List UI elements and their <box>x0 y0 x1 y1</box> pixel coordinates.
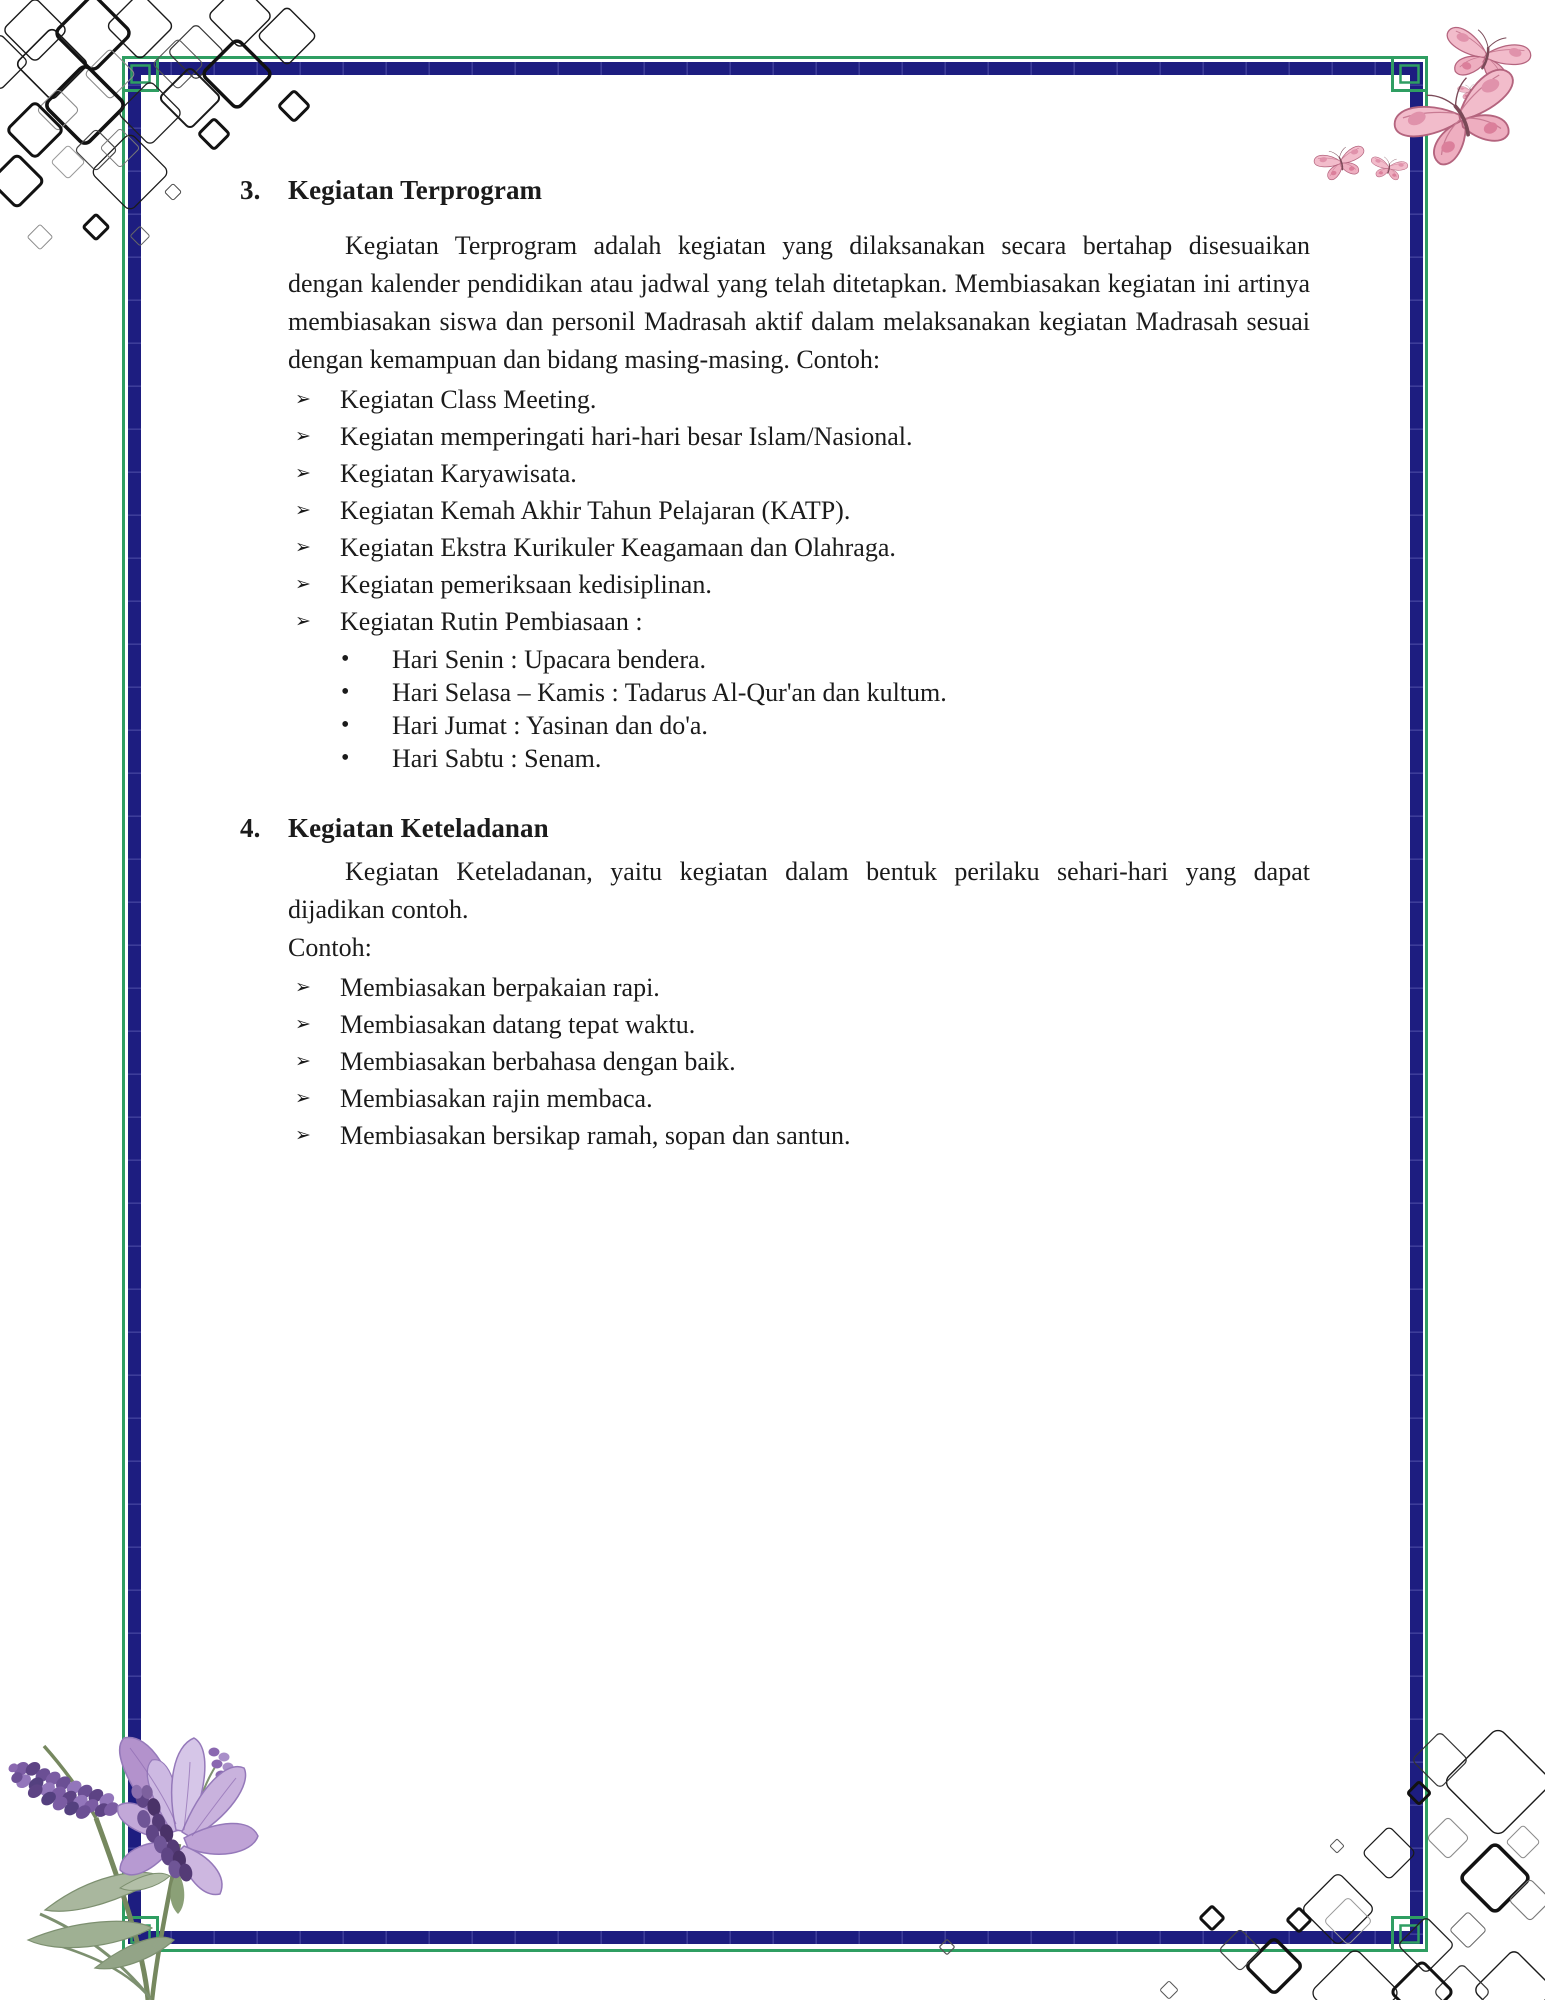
section-3-title: Kegiatan Terprogram <box>288 175 543 205</box>
list-item <box>295 603 1310 640</box>
list-item <box>295 566 1310 603</box>
list-item <box>295 969 1310 1006</box>
list-item <box>295 418 1310 455</box>
list-item-text: Membiasakan rajin membaca. <box>340 1084 653 1113</box>
arrow-bullet-icon: ➢ <box>295 388 311 410</box>
lavender-flowers-bottom-left <box>4 1727 258 2000</box>
document-content <box>240 175 1310 1154</box>
sublist-item <box>341 742 1310 775</box>
sublist-item-text: Hari Sabtu : Senam. <box>392 744 602 773</box>
arrow-bullet-icon: ➢ <box>295 573 311 595</box>
list-item <box>295 1043 1310 1080</box>
section-4-list <box>240 969 1310 1154</box>
list-item-text: Kegiatan memperingati hari-hari besar Islam/Nasional. <box>340 422 913 451</box>
list-item <box>295 455 1310 492</box>
list-item-text: Kegiatan pemeriksaan kedisiplinan. <box>340 570 712 599</box>
section-3-paragraph: Kegiatan Terprogram adalah kegiatan yang dilaksanakan secara bertahap disesuaikan dengan kalender pendidikan atau jadwal yang telah ditetapkan. Membiasakan kegiatan ini artinya membiasakan siswa dan personil Madrasah aktif dalam melaksanakan kegiatan Madrasah sesuai dengan kemampuan dan bidang masing-masing. Contoh: <box>288 231 1310 374</box>
list-item <box>295 381 1310 418</box>
list-item <box>295 1080 1310 1117</box>
arrow-bullet-icon: ➢ <box>295 1050 311 1072</box>
dot-bullet-icon: • <box>341 679 350 705</box>
arrow-bullet-icon: ➢ <box>295 1013 311 1035</box>
sublist-item <box>341 709 1310 742</box>
section-4-heading <box>240 813 1310 843</box>
sublist-item-text: Hari Senin : Upacara bendera. <box>392 645 707 674</box>
list-item-text: Membiasakan berpakaian rapi. <box>340 973 660 1002</box>
section-3-number: 3. <box>240 175 261 205</box>
arrow-bullet-icon: ➢ <box>295 425 311 447</box>
arrow-bullet-icon: ➢ <box>295 610 311 632</box>
contoh-label: Contoh: <box>288 933 372 962</box>
list-item-text: Kegiatan Kemah Akhir Tahun Pelajaran (KATP). <box>340 496 851 525</box>
section-3-heading <box>240 175 1310 205</box>
butterflies-top-right <box>1313 22 1534 183</box>
section-3-sublist <box>240 643 1310 775</box>
list-item-text: Kegiatan Karyawisata. <box>340 459 577 488</box>
section-3-list <box>240 381 1310 640</box>
dot-bullet-icon: • <box>341 745 350 771</box>
list-item-text: Kegiatan Ekstra Kurikuler Keagamaan dan Olahraga. <box>340 533 896 562</box>
list-item <box>295 492 1310 529</box>
list-item-text: Membiasakan berbahasa dengan baik. <box>340 1047 736 1076</box>
section-4-number: 4. <box>240 813 261 843</box>
list-item <box>295 1006 1310 1043</box>
list-item <box>295 1117 1310 1154</box>
arrow-bullet-icon: ➢ <box>295 1087 311 1109</box>
list-item-text: Membiasakan datang tepat waktu. <box>340 1010 696 1039</box>
section-4-title: Kegiatan Keteladanan <box>288 813 549 843</box>
diamond-cluster-bottom-right <box>939 1727 1545 2000</box>
list-item-text: Kegiatan Class Meeting. <box>340 385 597 414</box>
list-item-text: Membiasakan bersikap ramah, sopan dan santun. <box>340 1121 851 1150</box>
arrow-bullet-icon: ➢ <box>295 1124 311 1146</box>
dot-bullet-icon: • <box>341 646 350 672</box>
sublist-item-text: Hari Jumat : Yasinan dan do'a. <box>392 711 708 740</box>
list-item <box>295 529 1310 566</box>
arrow-bullet-icon: ➢ <box>295 536 311 558</box>
lavender-spike <box>4 1727 123 1852</box>
sublist-item-text: Hari Selasa – Kamis : Tadarus Al-Qur'an dan kultum. <box>392 678 947 707</box>
arrow-bullet-icon: ➢ <box>295 499 311 521</box>
sublist-item <box>341 676 1310 709</box>
list-item-text: Kegiatan Rutin Pembiasaan : <box>340 607 643 636</box>
dot-bullet-icon: • <box>341 712 350 738</box>
arrow-bullet-icon: ➢ <box>295 976 311 998</box>
sublist-item <box>341 643 1310 676</box>
section-4-paragraph: Kegiatan Keteladanan, yaitu kegiatan dalam bentuk perilaku sehari-hari yang dapat dijadikan contoh. <box>288 857 1310 924</box>
arrow-bullet-icon: ➢ <box>295 462 311 484</box>
